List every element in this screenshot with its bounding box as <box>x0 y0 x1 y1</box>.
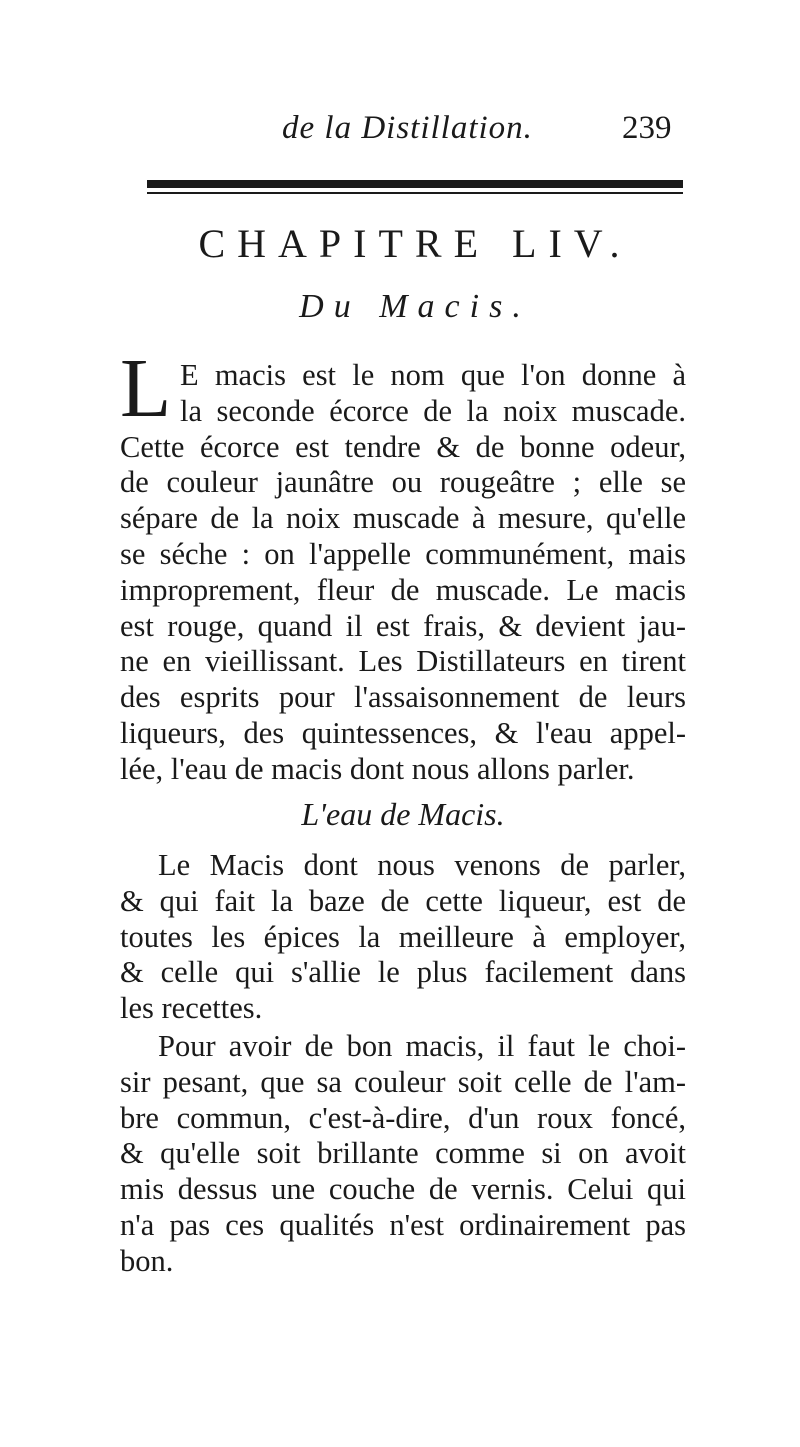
text-line: mis dessus une couche de vernis. Celui qui <box>120 1172 686 1207</box>
paragraph-macis-quality <box>120 848 686 1027</box>
text-line: & qui fait la baze de cette liqueur, est de <box>120 883 686 918</box>
text-line: improprement, fleur de muscade. Le macis <box>120 572 686 607</box>
header-rule-thin <box>147 192 683 194</box>
text-line: Le Macis dont nous venons de parler, <box>158 848 686 882</box>
text-line: bre commun, c'est-à-dire, d'un roux foncé, <box>120 1100 686 1135</box>
text-line: sir pesant, que sa couleur soit celle de l'am- <box>120 1064 686 1099</box>
text-line: les recettes. <box>120 991 263 1026</box>
text-line: E macis est le nom que l'on donne à <box>180 358 686 392</box>
page-number: 239 <box>622 110 672 146</box>
chapter-title: CHAPITRE LIV. <box>198 221 632 266</box>
drop-cap: L <box>120 342 172 435</box>
running-title: de la Distillation. <box>282 110 533 146</box>
text-line: lée, l'eau de macis dont nous allons parler. <box>120 751 635 786</box>
text-line: liqueurs, des quintessences, & l'eau appel- <box>120 715 686 750</box>
text-line: n'a pas ces qualités n'est ordinairement pas <box>120 1207 686 1242</box>
text-line: de couleur jaunâtre ou rougeâtre ; elle se <box>120 465 686 500</box>
text-line: Pour avoir de bon macis, il faut le choi- <box>158 1029 686 1063</box>
text-line: la seconde écorce de la noix muscade. <box>180 393 686 428</box>
text-line: bon. <box>120 1243 174 1278</box>
text-line: est rouge, quand il est frais, & devient jau- <box>120 608 686 643</box>
section-heading: L'eau de Macis. <box>301 796 505 832</box>
text-line: & qu'elle soit brillante comme si on avoit <box>120 1136 686 1171</box>
text-line: ne en vieillissant. Les Distillateurs en tirent <box>120 644 686 679</box>
text-line: se séche : on l'appelle communément, mais <box>120 536 686 571</box>
header-rule-thick <box>147 180 683 188</box>
chapter-subtitle: Du Macis. <box>299 288 531 325</box>
text-line: & celle qui s'allie le plus facilement dans <box>120 955 686 990</box>
paragraph-macis-selection <box>120 1029 686 1280</box>
text-line: Cette écorce est tendre & de bonne odeur, <box>120 429 686 464</box>
text-line: des esprits pour l'assaisonnement de leurs <box>120 680 686 715</box>
text-line: toutes les épices la meilleure à employer, <box>120 919 686 954</box>
text-line: sépare de la noix muscade à mesure, qu'elle <box>120 501 686 536</box>
paragraph-macis-description <box>120 342 686 788</box>
